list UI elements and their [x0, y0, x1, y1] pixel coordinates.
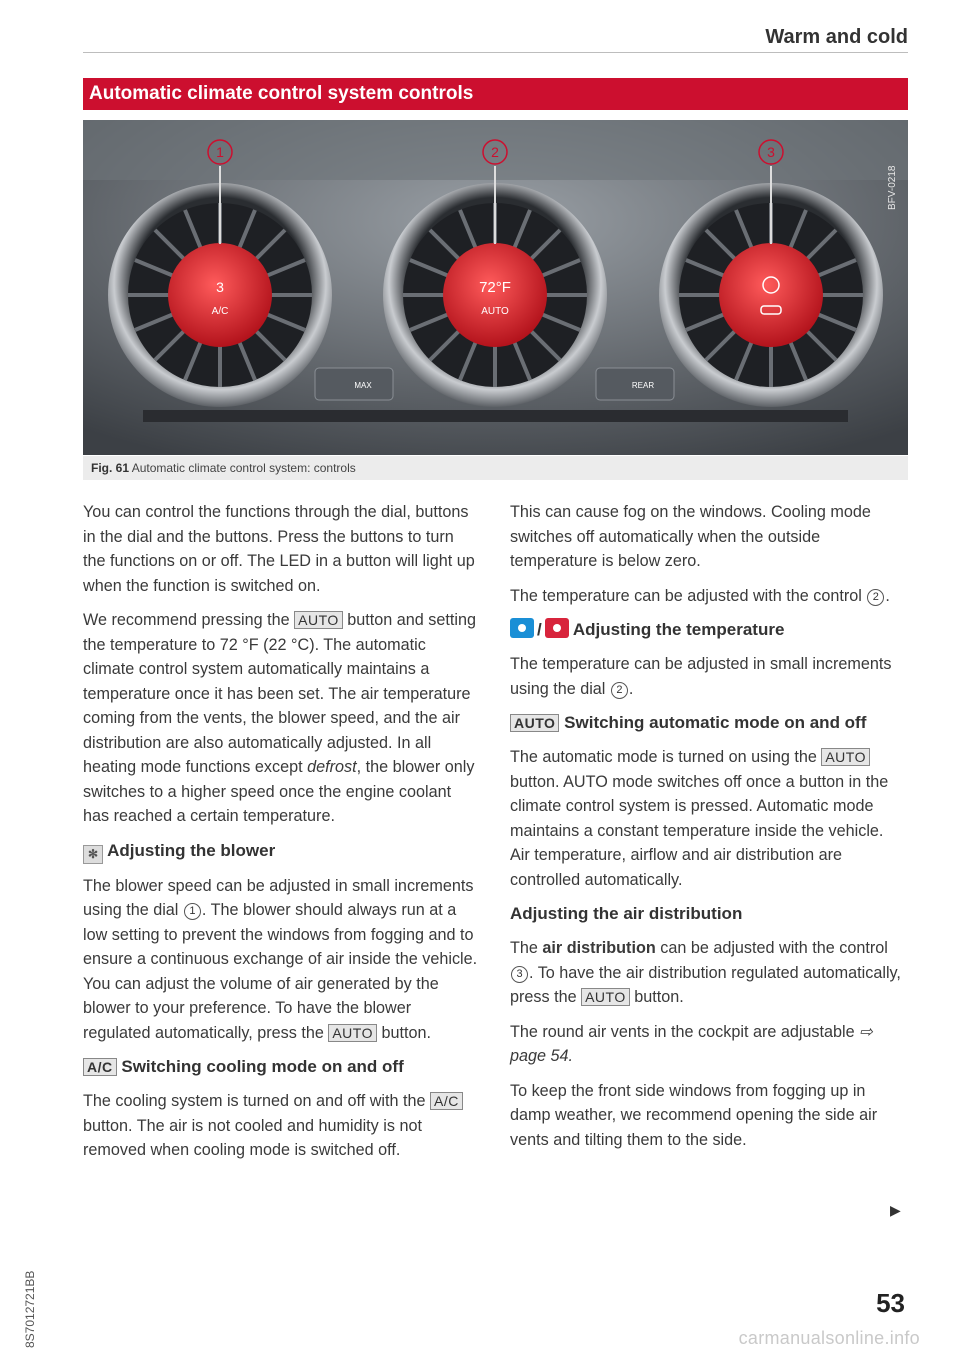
left-column	[83, 500, 479, 1173]
ac-key: A/C	[430, 1092, 463, 1110]
side-vents-paragraph: To keep the front side windows from fogging up in damp weather, we recommend opening the side air vents and tilting them to the side.	[510, 1081, 878, 1149]
watermark: carmanualsonline.info	[738, 1328, 920, 1348]
rear-defrost-button[interactable]	[596, 368, 674, 400]
auto-paragraph: The automatic mode is turned on using the AUTO button. AUTO mode switches off once a button in the climate control system is pressed. Automatic mode maintains a constant temperature inside the vehicle. Air temperature, airflow and air distribution are controlled automatically.	[510, 748, 889, 889]
page-number: 53	[876, 1288, 905, 1318]
fan-icon: ✻	[83, 845, 103, 864]
side-code	[20, 1180, 40, 1350]
ac-heading: A/C Switching cooling mode on and off	[83, 1055, 479, 1079]
auto-label: AUTO	[481, 306, 509, 317]
fog-paragraph: This can cause fog on the windows. Cooling mode switches off automatically when the outside temperature is below zero.	[510, 503, 871, 570]
figure-caption-text: Automatic climate control system: controls	[131, 461, 356, 475]
svg-text:8S7012721BB: 8S7012721BB	[23, 1270, 37, 1348]
ac-paragraph: The cooling system is turned on and off with the A/C button. The air is not cooled and humidity is not removed when cooling mode is switched off.	[83, 1089, 479, 1163]
intro-paragraph: You can control the functions through the dial, buttons in the dial and the buttons. Press the buttons to turn the functions on or off. The LED in a button will light up when the function is switched on.	[83, 503, 475, 595]
max-defrost-button[interactable]	[315, 368, 393, 400]
auto-heading: AUTO Switching automatic mode on and off	[510, 711, 906, 735]
temperature-heading: / Adjusting the temperature	[510, 618, 906, 642]
rear-defrost-label: REAR	[631, 381, 655, 390]
temp-up-icon	[545, 618, 569, 638]
air-distribution-paragraph: The air distribution can be adjusted with the control 3 . To have the air distribution regulated automatically, press the AUTO button.	[510, 939, 901, 1006]
temperature-paragraph: The temperature can be adjusted in small increments using the dial 2 .	[510, 655, 892, 698]
callout-ref-1: 1	[184, 903, 201, 920]
blower-heading: ✻ Adjusting the blower	[83, 839, 479, 864]
callout-ref-2: 2	[611, 682, 628, 699]
auto-key: AUTO	[581, 988, 630, 1006]
auto-key: AUTO	[821, 748, 870, 766]
callout-ref-2: 2	[867, 589, 884, 606]
auto-key: AUTO	[294, 611, 343, 629]
temp-control-paragraph: The temperature can be adjusted with the control 2 .	[510, 586, 890, 605]
auto-key: AUTO	[510, 714, 559, 732]
max-defrost-label: MAX	[354, 381, 372, 390]
header-title: Warm and cold	[765, 26, 908, 48]
temp-down-icon	[510, 618, 534, 638]
continue-arrow-icon: ▶	[890, 1202, 901, 1218]
page-reference-link[interactable]: ⇨ page 54.	[510, 1022, 873, 1065]
figure-caption	[83, 456, 908, 480]
blower-dial[interactable]	[168, 243, 272, 347]
section-banner: Automatic climate control system controls	[83, 78, 908, 110]
ac-label: A/C	[211, 306, 229, 317]
svg-text:3: 3	[767, 144, 775, 160]
climate-control-figure	[83, 120, 908, 455]
header-rule	[83, 52, 908, 53]
air-distribution-dial[interactable]	[719, 243, 823, 347]
right-column	[510, 500, 906, 1162]
recommend-paragraph: We recommend pressing the AUTO button and setting the temperature to 72 °F (22 °C). The automatic climate control system automatically maintains a temperature once it has been set. The air temperature coming from the vents, the blower speed, and the air distribution are also automatically adjusted. In all heating mode functions except defrost, the blower only switches to a higher speed once the engine coolant has reached a certain temperature.	[83, 611, 476, 825]
vents-paragraph: The round air vents in the cockpit are adjustable ⇨ page 54.	[510, 1022, 873, 1065]
figure-code: BFV-0218	[887, 165, 898, 210]
figure-caption-label: Fig. 61	[91, 461, 130, 475]
svg-text:2: 2	[491, 144, 499, 160]
ac-key: A/C	[83, 1058, 117, 1076]
temperature-readout: 72°F	[479, 279, 511, 296]
air-distribution-heading: Adjusting the air distribution	[510, 904, 743, 923]
auto-key: AUTO	[328, 1024, 377, 1042]
blower-paragraph: The blower speed can be adjusted in small increments using the dial 1 . The blower should always run at a low setting to prevent the windows from fogging and to ensure a continuous exchange of air inside the vehicle. You can adjust the volume of air generated by the blower to your preference. To have the blower regulated automatically, press the AUTO button.	[83, 876, 478, 1042]
blower-dial-level: 3	[216, 279, 224, 295]
svg-text:1: 1	[216, 144, 224, 160]
callout-ref-3: 3	[511, 966, 528, 983]
